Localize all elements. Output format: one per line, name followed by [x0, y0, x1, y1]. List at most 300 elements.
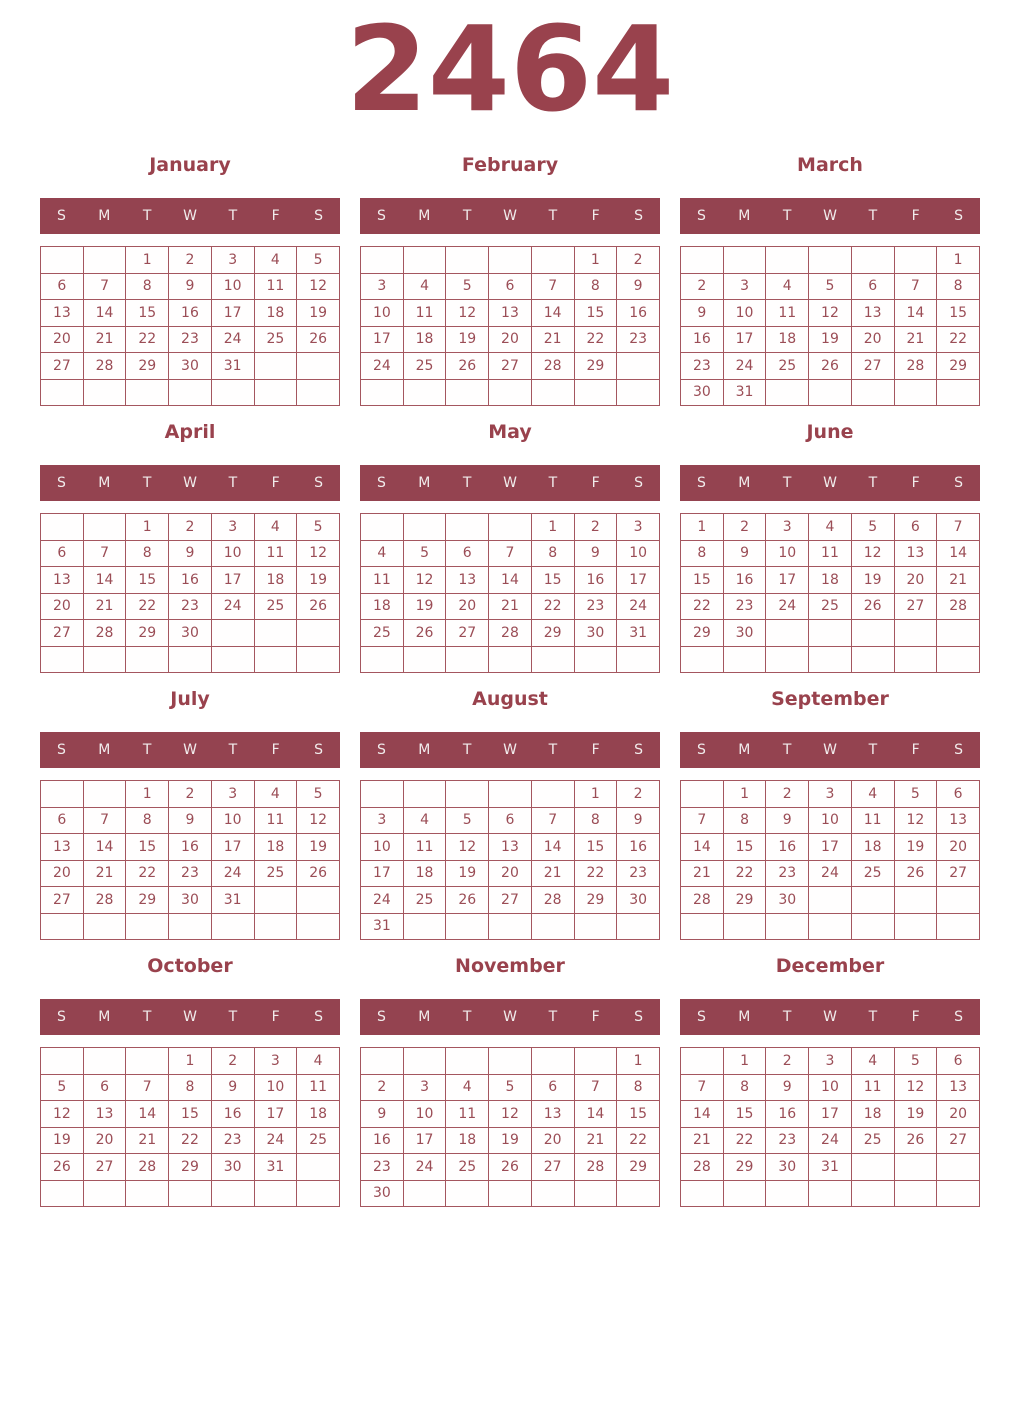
week-row [361, 273, 660, 300]
week-row [361, 781, 660, 808]
day-cell: 10 [617, 540, 660, 567]
day-cell: 18 [297, 1101, 340, 1128]
empty-day-cell [681, 913, 724, 940]
day-cell: 29 [937, 353, 980, 380]
month-block [680, 152, 980, 406]
month-title: March [797, 154, 863, 176]
day-cell: 22 [723, 1127, 766, 1154]
day-cell: 22 [126, 326, 169, 353]
day-cell: 26 [894, 860, 937, 887]
day-cell: 11 [851, 1074, 894, 1101]
weekday-label: M [738, 475, 751, 491]
day-cell: 25 [851, 1127, 894, 1154]
day-cell: 27 [41, 620, 84, 647]
day-cell: 18 [446, 1127, 489, 1154]
week-row [681, 1048, 980, 1075]
weekday-label: S [634, 208, 644, 224]
day-cell: 24 [211, 593, 254, 620]
weekday-label: W [183, 742, 197, 758]
month-title: October [147, 955, 233, 977]
months-grid [0, 152, 1020, 1207]
month-block [40, 152, 340, 406]
day-cell: 28 [126, 1154, 169, 1181]
empty-day-cell [41, 379, 84, 406]
week-row [361, 860, 660, 887]
empty-day-cell [681, 646, 724, 673]
day-cell: 5 [894, 1048, 937, 1075]
empty-day-cell [297, 353, 340, 380]
empty-day-cell [83, 646, 126, 673]
empty-day-cell [851, 1180, 894, 1207]
day-cell: 14 [681, 1101, 724, 1128]
day-cell: 7 [489, 540, 532, 567]
empty-day-cell [617, 1180, 660, 1207]
empty-day-cell [894, 646, 937, 673]
day-cell: 12 [489, 1101, 532, 1128]
empty-day-cell [937, 887, 980, 914]
weekday-label: S [634, 742, 644, 758]
day-cell: 10 [211, 540, 254, 567]
day-cell: 16 [169, 834, 212, 861]
day-cell: 8 [169, 1074, 212, 1101]
day-cell: 2 [169, 247, 212, 274]
day-cell: 22 [126, 593, 169, 620]
day-cell: 26 [446, 353, 489, 380]
weekday-label: W [503, 475, 517, 491]
day-cell: 3 [766, 514, 809, 541]
weekday-label: F [271, 475, 280, 491]
empty-day-cell [41, 913, 84, 940]
week-row [681, 807, 980, 834]
weekday-label: T [142, 742, 152, 758]
empty-day-cell [361, 646, 404, 673]
weekday-label: F [911, 1009, 920, 1025]
weekday-label: T [142, 208, 152, 224]
day-cell: 11 [809, 540, 852, 567]
day-cell: 29 [681, 620, 724, 647]
week-row [361, 379, 660, 406]
day-cell: 11 [403, 300, 446, 327]
empty-day-cell [446, 247, 489, 274]
week-row [361, 540, 660, 567]
day-cell: 31 [723, 379, 766, 406]
day-cell: 9 [361, 1101, 404, 1128]
day-cell: 28 [574, 1154, 617, 1181]
day-cell: 30 [617, 887, 660, 914]
empty-day-cell [531, 646, 574, 673]
empty-day-cell [403, 379, 446, 406]
day-cell: 10 [723, 300, 766, 327]
week-row [361, 514, 660, 541]
empty-day-cell [83, 514, 126, 541]
day-cell: 19 [297, 300, 340, 327]
month-block [360, 152, 660, 406]
day-cell: 18 [851, 1101, 894, 1128]
day-cell: 26 [446, 887, 489, 914]
day-cell: 16 [361, 1127, 404, 1154]
empty-day-cell [126, 1048, 169, 1075]
day-cell: 3 [809, 781, 852, 808]
empty-day-cell [681, 1048, 724, 1075]
day-cell: 16 [617, 834, 660, 861]
empty-day-cell [531, 781, 574, 808]
weekday-label: T [228, 742, 238, 758]
day-cell: 14 [894, 300, 937, 327]
day-cell: 8 [617, 1074, 660, 1101]
empty-day-cell [83, 247, 126, 274]
day-cell: 28 [937, 593, 980, 620]
empty-day-cell [937, 620, 980, 647]
weekday-label: T [782, 742, 792, 758]
empty-day-cell [937, 913, 980, 940]
day-cell: 27 [41, 887, 84, 914]
empty-day-cell [361, 781, 404, 808]
day-cell: 8 [681, 540, 724, 567]
empty-day-cell [361, 247, 404, 274]
day-cell: 9 [211, 1074, 254, 1101]
weekday-label: T [548, 208, 558, 224]
day-cell: 22 [169, 1127, 212, 1154]
day-cell: 29 [169, 1154, 212, 1181]
empty-day-cell [574, 1048, 617, 1075]
day-cell: 4 [361, 540, 404, 567]
empty-day-cell [489, 646, 532, 673]
day-cell: 13 [937, 807, 980, 834]
day-cell: 10 [211, 273, 254, 300]
day-cell: 3 [211, 781, 254, 808]
empty-day-cell [489, 1048, 532, 1075]
day-cell: 22 [617, 1127, 660, 1154]
day-cell: 7 [574, 1074, 617, 1101]
day-cell: 24 [254, 1127, 297, 1154]
empty-day-cell [723, 913, 766, 940]
empty-day-cell [489, 781, 532, 808]
week-row [681, 379, 980, 406]
empty-day-cell [169, 379, 212, 406]
day-cell: 19 [41, 1127, 84, 1154]
weekday-label: S [954, 475, 964, 491]
empty-day-cell [297, 379, 340, 406]
empty-day-cell [894, 1154, 937, 1181]
day-cell: 13 [446, 567, 489, 594]
weekday-label: F [271, 1009, 280, 1025]
day-cell: 13 [41, 300, 84, 327]
week-row [361, 593, 660, 620]
weekday-label: W [503, 208, 517, 224]
weekday-label: S [376, 208, 386, 224]
empty-day-cell [446, 1048, 489, 1075]
day-cell: 10 [809, 807, 852, 834]
empty-day-cell [809, 247, 852, 274]
weekday-label: S [56, 208, 66, 224]
weekday-header [40, 465, 340, 501]
weekday-label: T [868, 742, 878, 758]
weekday-label: M [98, 1009, 111, 1025]
day-cell: 26 [489, 1154, 532, 1181]
day-cell: 2 [361, 1074, 404, 1101]
weekday-label: W [183, 475, 197, 491]
day-cell: 10 [766, 540, 809, 567]
weekday-label: T [462, 742, 472, 758]
day-cell: 23 [723, 593, 766, 620]
week-row [41, 807, 340, 834]
weekday-label: T [142, 1009, 152, 1025]
day-cell: 3 [809, 1048, 852, 1075]
week-row [681, 646, 980, 673]
week-row [41, 379, 340, 406]
empty-day-cell [126, 646, 169, 673]
day-cell: 7 [937, 514, 980, 541]
weekday-label: M [418, 208, 431, 224]
day-cell: 28 [894, 353, 937, 380]
day-cell: 6 [41, 273, 84, 300]
weekday-header [360, 465, 660, 501]
month-grid [680, 246, 980, 406]
day-cell: 22 [937, 326, 980, 353]
day-cell: 29 [574, 887, 617, 914]
day-cell: 23 [766, 860, 809, 887]
day-cell: 20 [894, 567, 937, 594]
week-row [41, 300, 340, 327]
day-cell: 17 [403, 1127, 446, 1154]
empty-day-cell [403, 646, 446, 673]
week-row [361, 1101, 660, 1128]
weekday-label: S [634, 475, 644, 491]
month-grid [680, 1047, 980, 1207]
day-cell: 21 [681, 860, 724, 887]
day-cell: 8 [126, 540, 169, 567]
day-cell: 26 [894, 1127, 937, 1154]
month-grid [40, 513, 340, 673]
day-cell: 13 [851, 300, 894, 327]
empty-day-cell [766, 646, 809, 673]
empty-day-cell [766, 620, 809, 647]
empty-day-cell [617, 913, 660, 940]
week-row [681, 514, 980, 541]
empty-day-cell [681, 781, 724, 808]
day-cell: 18 [254, 300, 297, 327]
week-row [41, 781, 340, 808]
day-cell: 24 [211, 326, 254, 353]
weekday-label: S [696, 1009, 706, 1025]
day-cell: 4 [254, 247, 297, 274]
week-row [681, 834, 980, 861]
week-row [361, 1048, 660, 1075]
weekday-label: M [418, 742, 431, 758]
empty-day-cell [446, 913, 489, 940]
week-row [41, 913, 340, 940]
week-row [361, 353, 660, 380]
weekday-label: S [314, 1009, 324, 1025]
empty-day-cell [937, 1180, 980, 1207]
day-cell: 12 [41, 1101, 84, 1128]
day-cell: 12 [446, 300, 489, 327]
day-cell: 14 [126, 1101, 169, 1128]
day-cell: 29 [126, 887, 169, 914]
empty-day-cell [41, 781, 84, 808]
day-cell: 17 [361, 860, 404, 887]
day-cell: 11 [297, 1074, 340, 1101]
week-row [361, 913, 660, 940]
day-cell: 19 [403, 593, 446, 620]
day-cell: 4 [297, 1048, 340, 1075]
weekday-label: T [548, 475, 558, 491]
month-grid [680, 513, 980, 673]
week-row [41, 1048, 340, 1075]
empty-day-cell [41, 514, 84, 541]
day-cell: 16 [617, 300, 660, 327]
day-cell: 15 [617, 1101, 660, 1128]
month-grid [360, 513, 660, 673]
empty-day-cell [531, 379, 574, 406]
day-cell: 25 [403, 887, 446, 914]
day-cell: 7 [83, 540, 126, 567]
day-cell: 11 [254, 540, 297, 567]
empty-day-cell [531, 913, 574, 940]
day-cell: 27 [531, 1154, 574, 1181]
empty-day-cell [211, 379, 254, 406]
day-cell: 17 [809, 1101, 852, 1128]
empty-day-cell [403, 913, 446, 940]
day-cell: 25 [403, 353, 446, 380]
weekday-label: W [823, 742, 837, 758]
weekday-label: M [98, 742, 111, 758]
empty-day-cell [617, 353, 660, 380]
week-row [361, 620, 660, 647]
week-row [681, 781, 980, 808]
day-cell: 20 [41, 326, 84, 353]
empty-day-cell [894, 247, 937, 274]
day-cell: 17 [723, 326, 766, 353]
empty-day-cell [894, 887, 937, 914]
day-cell: 17 [361, 326, 404, 353]
day-cell: 15 [574, 300, 617, 327]
day-cell: 15 [126, 300, 169, 327]
weekday-label: S [314, 208, 324, 224]
day-cell: 17 [211, 300, 254, 327]
week-row [41, 326, 340, 353]
day-cell: 13 [937, 1074, 980, 1101]
day-cell: 30 [574, 620, 617, 647]
empty-day-cell [809, 913, 852, 940]
day-cell: 13 [83, 1101, 126, 1128]
day-cell: 12 [851, 540, 894, 567]
day-cell: 2 [766, 1048, 809, 1075]
day-cell: 13 [489, 834, 532, 861]
weekday-label: F [911, 475, 920, 491]
empty-day-cell [446, 781, 489, 808]
week-row [41, 1074, 340, 1101]
empty-day-cell [169, 646, 212, 673]
month-block [360, 953, 660, 1207]
day-cell: 2 [617, 247, 660, 274]
weekday-label: S [314, 742, 324, 758]
day-cell: 1 [126, 781, 169, 808]
day-cell: 8 [574, 273, 617, 300]
day-cell: 29 [126, 620, 169, 647]
day-cell: 30 [169, 620, 212, 647]
day-cell: 7 [531, 273, 574, 300]
day-cell: 2 [211, 1048, 254, 1075]
empty-day-cell [531, 1180, 574, 1207]
day-cell: 23 [766, 1127, 809, 1154]
weekday-header [360, 198, 660, 234]
weekday-label: F [911, 208, 920, 224]
empty-day-cell [766, 379, 809, 406]
empty-day-cell [937, 379, 980, 406]
day-cell: 11 [403, 834, 446, 861]
week-row [681, 1154, 980, 1181]
week-row [41, 887, 340, 914]
day-cell: 20 [489, 326, 532, 353]
empty-day-cell [83, 379, 126, 406]
day-cell: 1 [617, 1048, 660, 1075]
day-cell: 23 [169, 326, 212, 353]
day-cell: 17 [809, 834, 852, 861]
day-cell: 12 [403, 567, 446, 594]
weekday-label: F [591, 742, 600, 758]
empty-day-cell [361, 1048, 404, 1075]
day-cell: 21 [126, 1127, 169, 1154]
day-cell: 8 [723, 807, 766, 834]
day-cell: 18 [403, 326, 446, 353]
day-cell: 25 [851, 860, 894, 887]
week-row [41, 593, 340, 620]
weekday-label: T [142, 475, 152, 491]
day-cell: 1 [937, 247, 980, 274]
day-cell: 30 [169, 887, 212, 914]
day-cell: 15 [531, 567, 574, 594]
day-cell: 10 [211, 807, 254, 834]
week-row [681, 913, 980, 940]
weekday-label: T [548, 742, 558, 758]
day-cell: 25 [297, 1127, 340, 1154]
day-cell: 13 [894, 540, 937, 567]
day-cell: 12 [894, 807, 937, 834]
month-grid [360, 780, 660, 940]
day-cell: 15 [937, 300, 980, 327]
day-cell: 13 [41, 567, 84, 594]
day-cell: 14 [681, 834, 724, 861]
weekday-header [40, 999, 340, 1035]
empty-day-cell [41, 646, 84, 673]
day-cell: 4 [851, 781, 894, 808]
day-cell: 2 [617, 781, 660, 808]
day-cell: 6 [531, 1074, 574, 1101]
empty-day-cell [297, 646, 340, 673]
day-cell: 20 [937, 1101, 980, 1128]
empty-day-cell [766, 247, 809, 274]
week-row [681, 273, 980, 300]
day-cell: 13 [531, 1101, 574, 1128]
day-cell: 6 [894, 514, 937, 541]
day-cell: 23 [169, 860, 212, 887]
day-cell: 1 [723, 781, 766, 808]
empty-day-cell [809, 646, 852, 673]
day-cell: 14 [531, 834, 574, 861]
empty-day-cell [211, 913, 254, 940]
empty-day-cell [489, 379, 532, 406]
week-row [681, 1074, 980, 1101]
month-block [680, 419, 980, 673]
week-row [41, 834, 340, 861]
empty-day-cell [489, 247, 532, 274]
week-row [41, 353, 340, 380]
day-cell: 16 [723, 567, 766, 594]
day-cell: 7 [894, 273, 937, 300]
day-cell: 28 [83, 887, 126, 914]
day-cell: 1 [574, 781, 617, 808]
